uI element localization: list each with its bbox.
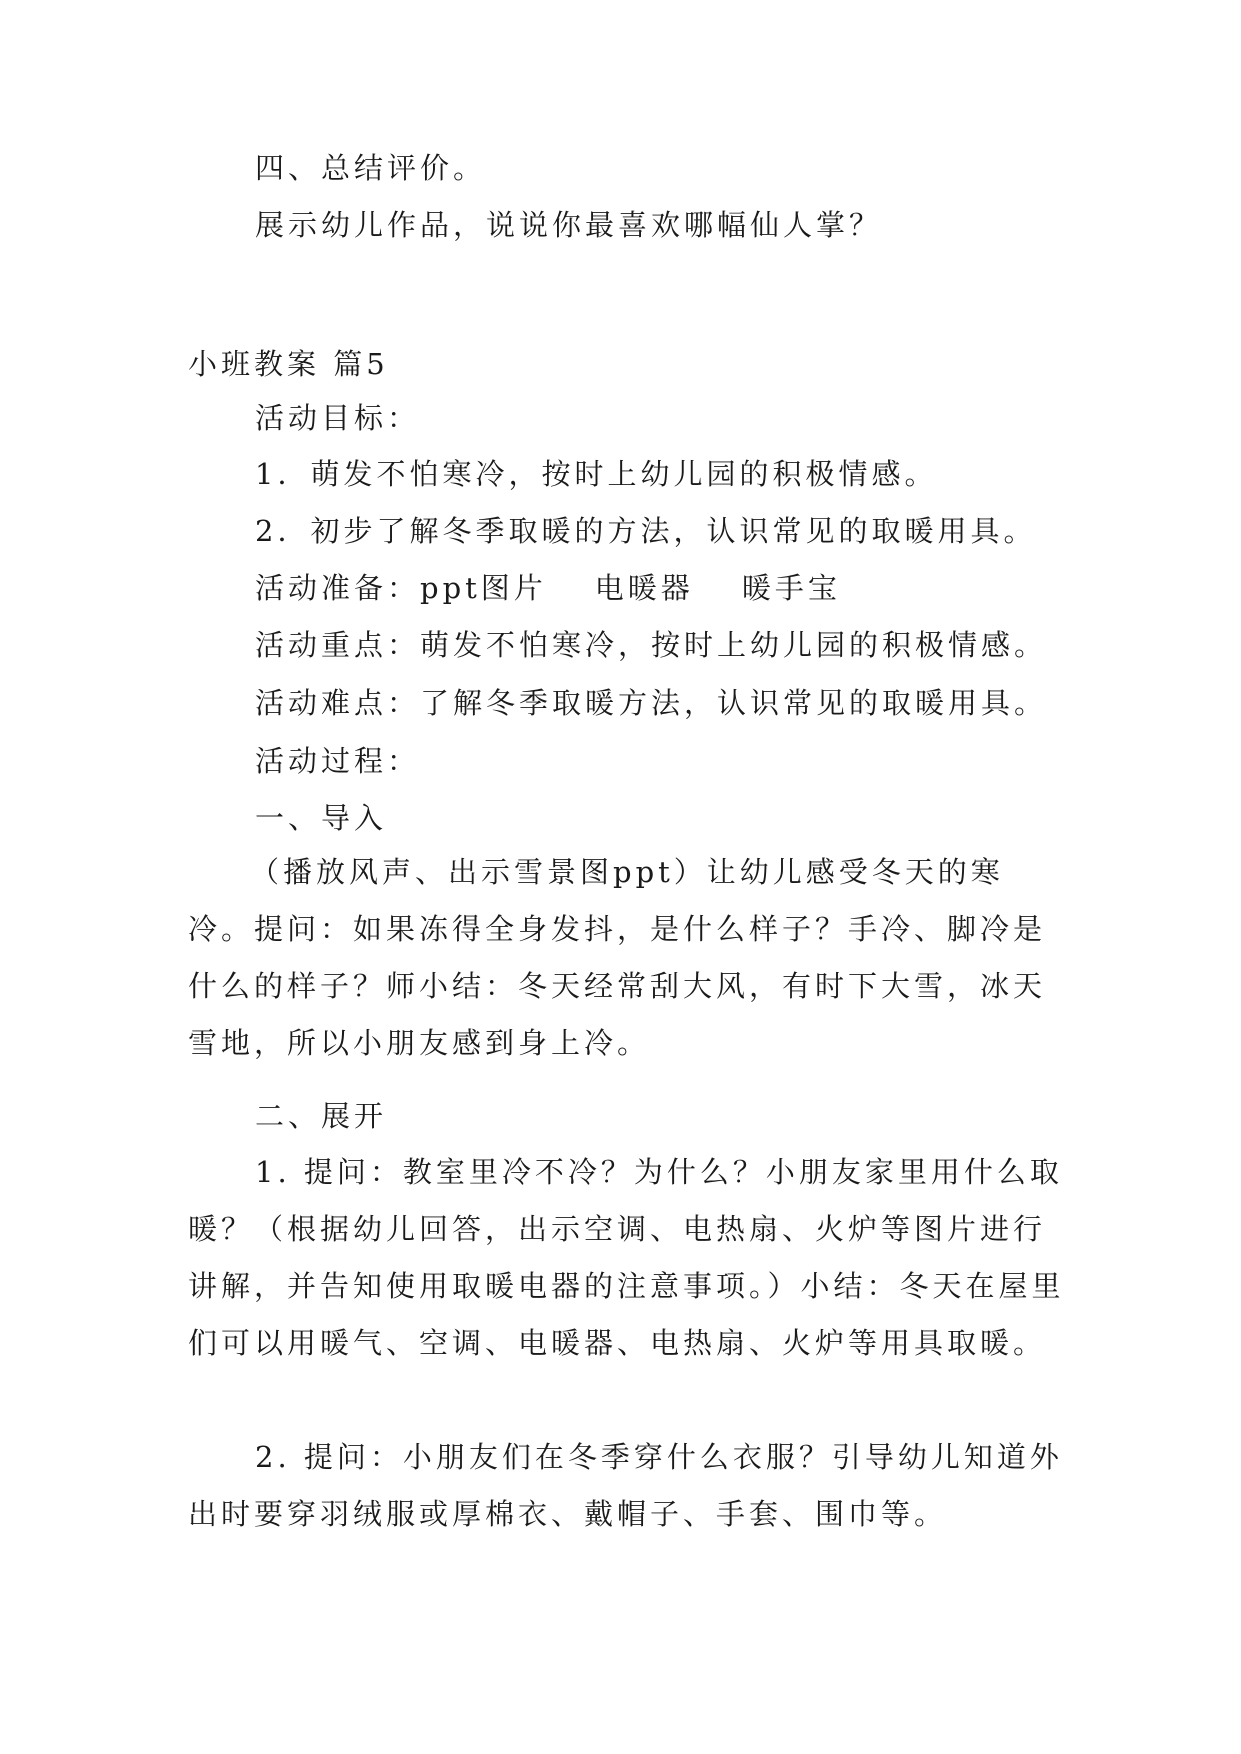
paragraph: 展示幼儿作品，说说你最喜欢哪幅仙人掌？	[255, 208, 883, 242]
prep-label: 活动准备：ppt图片	[255, 571, 547, 605]
section-heading: 四、总结评价。	[255, 151, 487, 185]
prep-line	[255, 568, 841, 608]
process-label: 活动过程：	[255, 744, 421, 778]
goal-item: 1．萌发不怕寒冷，按时上幼儿园的积极情感。	[255, 457, 938, 491]
paragraph: （播放风声、出示雪景图ppt）让幼儿感受冬天的寒冷。提问：如果冻得全身发抖，是什么样子？手冷、脚冷是什么的样子？师小结：冬天经常刮大风，有时下大雪，冰天雪地，所以小朋友感到身上冷。	[188, 855, 1047, 1060]
paragraph: 2. 提问：小朋友们在冬季穿什么衣服？引导幼儿知道外出时要穿羽绒服或厚棉衣、戴帽子、手套、围巾等。	[188, 1440, 1063, 1531]
goals-label: 活动目标：	[255, 401, 421, 435]
goal-item: 2．初步了解冬季取暖的方法，认识常见的取暖用具。	[255, 514, 1037, 548]
difficulty: 活动难点：了解冬季取暖方法，认识常见的取暖用具。	[255, 686, 1048, 720]
lesson-title: 小班教案 篇5	[188, 347, 389, 381]
prep-item: 暖手宝	[741, 571, 841, 605]
step-heading: 二、展开	[255, 1099, 388, 1133]
prep-item: 电暖器	[594, 571, 694, 605]
key-point: 活动重点：萌发不怕寒冷，按时上幼儿园的积极情感。	[255, 628, 1048, 662]
step-heading: 一、导入	[255, 801, 388, 835]
paragraph: 1. 提问：教室里冷不冷？为什么？小朋友家里用什么取暖？（根据幼儿回答，出示空调、电热扇、火炉等图片进行讲解，并告知使用取暖电器的注意事项。）小结：冬天在屋里们可以用暖气、空调、电暖器、电热扇、火炉等用具取暖。	[188, 1155, 1065, 1360]
